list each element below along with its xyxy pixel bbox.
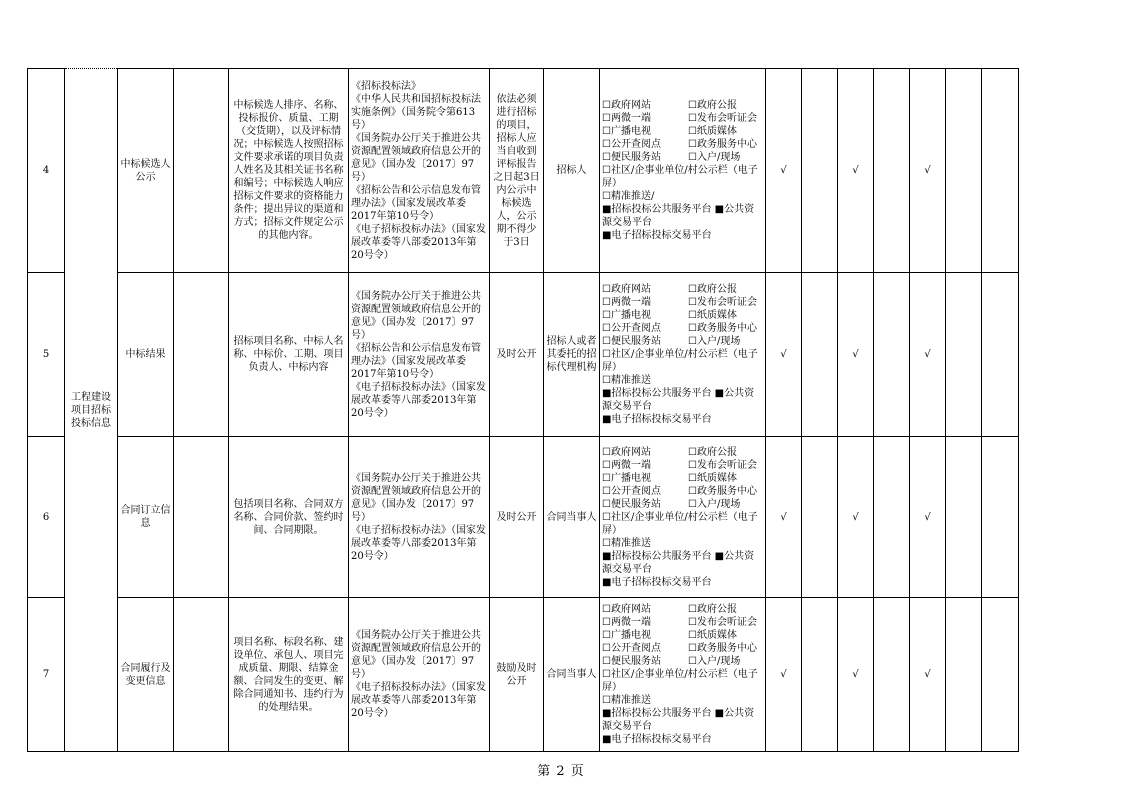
channel-option: ☐政务服务中心 <box>688 643 757 654</box>
empty-cell <box>982 598 1019 752</box>
channel-option: ☐政务服务中心 <box>688 323 757 334</box>
legal-basis <box>349 273 490 437</box>
channel-option: ☐精准推送 <box>602 375 651 386</box>
empty-cell <box>946 437 982 598</box>
channel-option: ☐社区/企事业单位/村公示栏（电子屏） <box>602 349 758 373</box>
channel-option: ☐两微一端 <box>602 113 651 124</box>
disclosure-content: 项目名称、标段名称、建设单位、承包人、项目完成质量、期限、结算金额、合同发生的变更、解除合同通知书、违约行为的处理结果。 <box>229 598 349 752</box>
channel-option: ☐发布会听证会 <box>688 459 757 471</box>
channel-option: ☐便民服务站 <box>602 152 661 163</box>
disclosure-time: 依法必须进行招标的项目，招标人应当自收到评标报告之日起3日内公示中标候选人，公示期不得少于3日 <box>490 69 544 273</box>
disclosure-content: 包括项目名称、合同双方名称、合同价款、签约时间、合同期限。 <box>229 437 349 598</box>
check-mark: √ <box>910 69 946 273</box>
channel-option: ☐纸质媒体 <box>688 310 737 321</box>
disclosure-time: 及时公开 <box>490 273 544 437</box>
check-mark: √ <box>838 69 874 273</box>
channel-option: ☐社区/企事业单位/村公示栏（电子屏） <box>602 165 758 189</box>
channel-option: ☐政务服务中心 <box>688 139 757 150</box>
item-name: 合同订立信息 <box>118 437 174 598</box>
channel-option: ☐两微一端 <box>602 459 651 471</box>
row-number: 6 <box>28 437 65 598</box>
channel-option: ■招标投标公共服务平台 ■公共资源交易平台 <box>602 550 755 575</box>
table-row <box>28 437 1019 598</box>
channel-option: ☐社区/企事业单位/村公示栏（电子屏） <box>602 669 758 693</box>
channel-option: ☐入户/现场 <box>688 656 741 667</box>
channel-option: ■招标投标公共服务平台 ■公共资源交易平台 <box>602 388 755 412</box>
basis-line: 《中华人民共和国招标投标法实施条例》（国务院令第613号） <box>351 93 481 131</box>
basis-line: 《电子招标投标办法》（国家发展改革委等八部委2013年第20号令） <box>351 524 486 562</box>
channel-option: ■电子招标投标交易平台 <box>602 576 712 588</box>
empty-cell <box>174 69 229 273</box>
item-name: 中标候选人公示 <box>118 69 174 273</box>
basis-line: 《招标公告和公示信息发布管理办法》（国家发展改革委2017年第10号令） <box>351 184 481 222</box>
item-name: 合同履行及变更信息 <box>118 598 174 752</box>
empty-cell <box>802 437 838 598</box>
empty-cell <box>174 273 229 437</box>
channel-option: ☐广播电视 <box>602 126 651 137</box>
channel-option: ☐广播电视 <box>602 630 651 641</box>
empty-cell <box>874 69 910 273</box>
table-row <box>28 69 1019 273</box>
empty-cell <box>802 69 838 273</box>
channel-option: ☐政府网站 <box>602 446 651 458</box>
check-mark: √ <box>766 437 802 598</box>
check-mark: √ <box>838 598 874 752</box>
channel-option: ☐纸质媒体 <box>688 126 737 137</box>
channel-option: ☐政府公报 <box>688 446 737 458</box>
channel-option: ■电子招标投标交易平台 <box>602 414 712 425</box>
empty-cell <box>802 273 838 437</box>
category-cell: 工程建设项目招标投标信息 <box>65 69 118 752</box>
disclosure-content: 招标项目名称、中标人名称、中标价、工期、项目负责人、中标内容 <box>229 273 349 437</box>
legal-basis <box>349 69 490 273</box>
disclosure-channels <box>600 437 766 598</box>
disclosure-subject: 招标人 <box>544 69 600 273</box>
disclosure-content: 中标候选人排序、名称、投标报价、质量、工期（交货期），以及评标情况；中标候选人按照招标文件要求承诺的项目负责人姓名及其相关证书名称和编号；中标候选人响应招标文件要求的资格能力条件；提出异议的渠道和方式；招标文件规定公示的其他内容。 <box>229 69 349 273</box>
empty-cell <box>946 273 982 437</box>
page-number: 第 2 页 <box>537 764 585 779</box>
channel-option: ☐发布会听证会 <box>688 297 757 308</box>
item-name: 中标结果 <box>118 273 174 437</box>
row-number: 5 <box>28 273 65 437</box>
channel-option: ■招标投标公共服务平台 ■公共资源交易平台 <box>602 204 755 228</box>
empty-cell <box>946 598 982 752</box>
basis-line: 《国务院办公厅关于推进公共资源配置领域政府信息公开的意见》（国办发〔2017〕97号） <box>351 132 481 183</box>
basis-line: 《国务院办公厅关于推进公共资源配置领域政府信息公开的意见》（国办发〔2017〕97号） <box>351 290 481 341</box>
channel-option: ☐精准推送/ <box>602 191 655 202</box>
disclosure-subject: 招标人或者其委托的招标代理机构 <box>544 273 600 437</box>
empty-cell <box>982 273 1019 437</box>
channel-option: ☐入户/现场 <box>688 152 741 163</box>
basis-line: 《招标公告和公示信息发布管理办法》（国家发展改革委2017年第10号令） <box>351 342 481 380</box>
channel-option: ☐发布会听证会 <box>688 113 757 124</box>
channel-option: ☐政府公报 <box>688 604 737 615</box>
channel-option: ☐纸质媒体 <box>688 472 737 484</box>
table-row <box>28 273 1019 437</box>
channel-option: ☐广播电视 <box>602 472 651 484</box>
channel-option: ☐入户/现场 <box>688 498 741 510</box>
legal-basis <box>349 437 490 598</box>
channel-option: ☐精准推送 <box>602 537 651 549</box>
disclosure-channels <box>600 598 766 752</box>
channel-option: ☐社区/企事业单位/村公示栏（电子屏） <box>602 511 758 536</box>
row-number: 7 <box>28 598 65 752</box>
channel-option: ☐入户/现场 <box>688 336 741 347</box>
channel-option: ☐发布会听证会 <box>688 617 757 628</box>
channel-option: ☐政府网站 <box>602 604 651 615</box>
channel-option: ☐纸质媒体 <box>688 630 737 641</box>
channel-option: ☐两微一端 <box>602 297 651 308</box>
channel-option: ☐政务服务中心 <box>688 485 757 497</box>
empty-cell <box>874 437 910 598</box>
channel-option: ☐公开查阅点 <box>602 643 661 654</box>
empty-cell <box>982 437 1019 598</box>
empty-cell <box>874 598 910 752</box>
channel-option: ■电子招标投标交易平台 <box>602 230 712 241</box>
channel-option: ☐便民服务站 <box>602 336 661 347</box>
disclosure-table <box>27 68 1019 752</box>
legal-basis <box>349 598 490 752</box>
check-mark: √ <box>910 437 946 598</box>
table-row <box>28 598 1019 752</box>
empty-cell <box>874 273 910 437</box>
check-mark: √ <box>838 273 874 437</box>
channel-option: ☐政府网站 <box>602 284 651 295</box>
basis-line: 《国务院办公厅关于推进公共资源配置领域政府信息公开的意见》（国办发〔2017〕97号） <box>351 630 481 680</box>
basis-line: 《电子招标投标办法》（国家发展改革委等八部委2013年第20号令） <box>351 682 486 719</box>
check-mark: √ <box>766 69 802 273</box>
channel-option: ☐政府网站 <box>602 100 651 111</box>
channel-option: ☐两微一端 <box>602 617 651 628</box>
check-mark: √ <box>766 273 802 437</box>
channel-option: ☐便民服务站 <box>602 656 661 667</box>
channel-option: ■电子招标投标交易平台 <box>602 734 712 745</box>
channel-option: ☐精准推送 <box>602 695 651 706</box>
check-mark: √ <box>910 273 946 437</box>
disclosure-channels <box>600 69 766 273</box>
check-mark: √ <box>910 598 946 752</box>
basis-line: 《电子招标投标办法》（国家发展改革委等八部委2013年第20号令） <box>351 223 486 261</box>
empty-cell <box>982 69 1019 273</box>
channel-option: ■招标投标公共服务平台 ■公共资源交易平台 <box>602 708 755 732</box>
channel-option: ☐广播电视 <box>602 310 651 321</box>
disclosure-time: 鼓励及时公开 <box>490 598 544 752</box>
disclosure-channels <box>600 273 766 437</box>
basis-line: 《招标投标法》 <box>351 80 421 92</box>
disclosure-subject: 合同当事人 <box>544 598 600 752</box>
check-mark: √ <box>838 437 874 598</box>
disclosure-subject: 合同当事人 <box>544 437 600 598</box>
empty-cell <box>174 598 229 752</box>
channel-option: ☐政府公报 <box>688 100 737 111</box>
empty-cell <box>802 598 838 752</box>
disclosure-time: 及时公开 <box>490 437 544 598</box>
channel-option: ☐公开查阅点 <box>602 139 661 150</box>
empty-cell <box>174 437 229 598</box>
empty-cell <box>946 69 982 273</box>
basis-line: 《电子招标投标办法》（国家发展改革委等八部委2013年第20号令） <box>351 381 486 419</box>
row-number: 4 <box>28 69 65 273</box>
basis-line: 《国务院办公厅关于推进公共资源配置领域政府信息公开的意见》（国办发〔2017〕97号） <box>351 472 481 523</box>
channel-option: ☐政府公报 <box>688 284 737 295</box>
check-mark: √ <box>766 598 802 752</box>
channel-option: ☐公开查阅点 <box>602 323 661 334</box>
channel-option: ☐便民服务站 <box>602 498 661 510</box>
channel-option: ☐公开查阅点 <box>602 485 661 497</box>
